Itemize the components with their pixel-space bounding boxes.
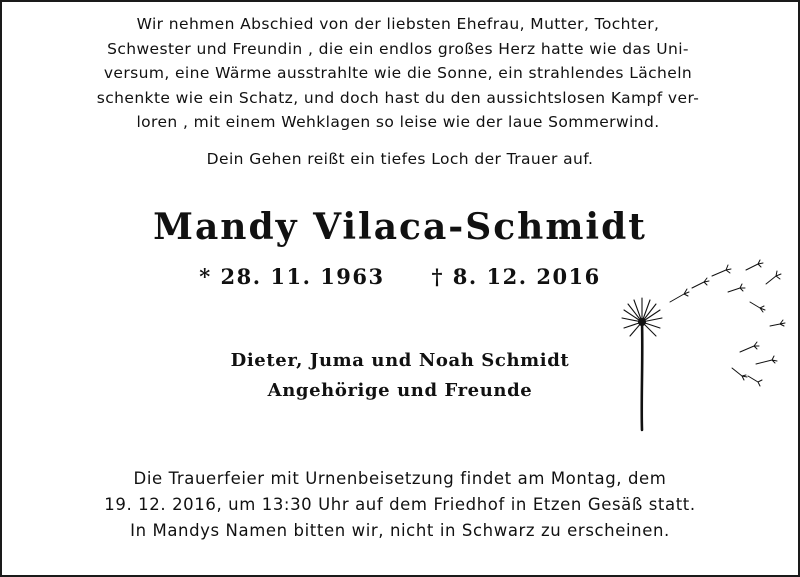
notice-line: Die Trauerfeier mit Urnenbeisetzung findet am Montag, dem — [133, 469, 667, 488]
mourners-family: Dieter, Juma und Noah Schmidt — [230, 350, 570, 371]
deceased-name: Mandy Vilaca-Schmidt — [153, 206, 647, 248]
intro-paragraph — [40, 12, 756, 135]
intro-line: Wir nehmen Abschied von der liebsten Ehefrau, Mutter, Tochter, — [136, 15, 660, 33]
dandelion-icon — [600, 240, 800, 440]
intro-line: Schwester und Freundin , die ein endlos großes Herz hatte wie das Uni- — [107, 39, 689, 58]
mourners-others: Angehörige und Freunde — [267, 380, 533, 401]
intro-line: versum, eine Wärme ausstrahlte wie die Sonne, ein strahlendes Lächeln — [103, 64, 693, 82]
ceremony-notice — [20, 466, 780, 544]
death-date: † 8. 12. 2016 — [431, 264, 601, 289]
birth-date: * 28. 11. 1963 — [199, 264, 385, 289]
notice-line: 19. 12. 2016, um 13:30 Uhr auf dem Friedhof in Etzen Gesäß statt. — [104, 495, 696, 514]
mourners-block — [150, 346, 650, 406]
notice-line: In Mandys Namen bitten wir, nicht in Schwarz zu erscheinen. — [130, 521, 670, 540]
intro-line: loren , mit einem Wehklagen so leise wie der laue Sommerwind. — [136, 113, 660, 131]
tagline: Dein Gehen reißt ein tiefes Loch der Trauer auf. — [206, 150, 594, 168]
intro-line: schenkte wie ein Schatz, und doch hast du den aussichtslosen Kampf ver- — [96, 88, 700, 107]
